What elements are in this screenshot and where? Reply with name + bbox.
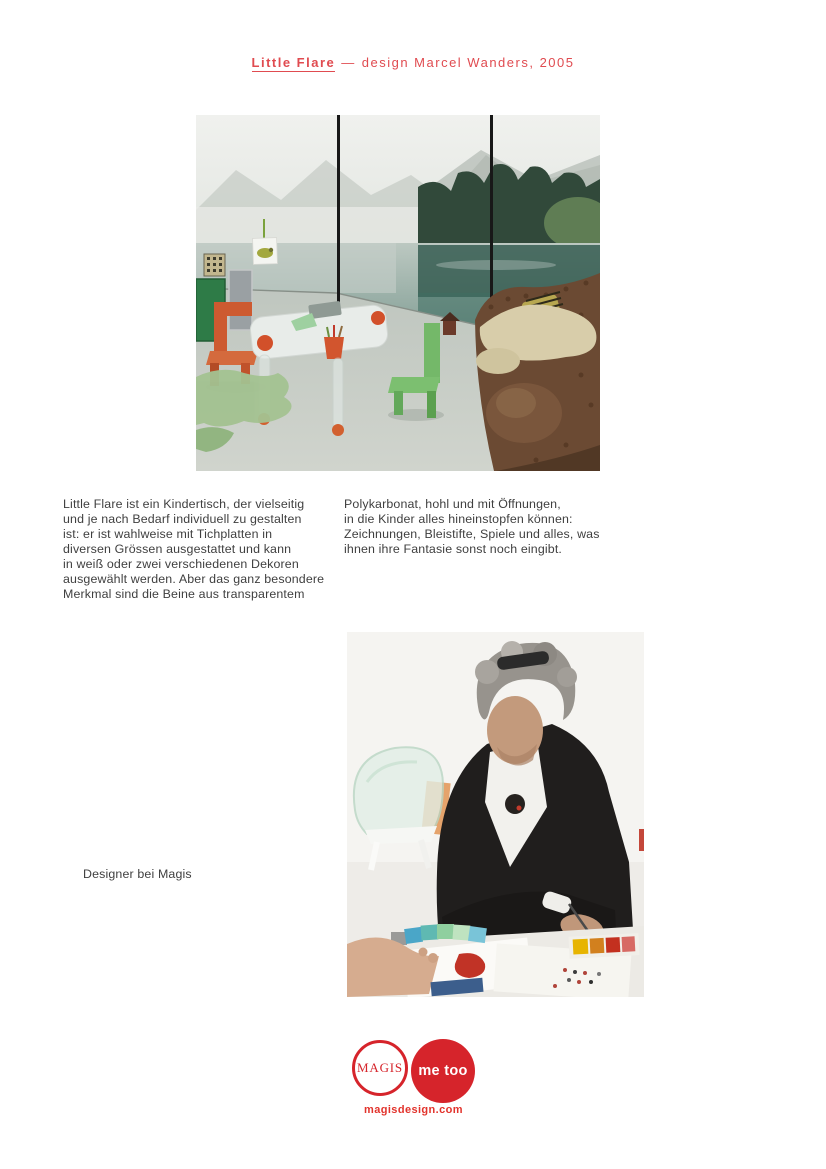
metoo-logo bbox=[411, 1039, 475, 1103]
hair-curl bbox=[475, 660, 499, 684]
text-line: Zeichnungen, Bleistifte, Spiele und alles, was bbox=[344, 527, 600, 541]
hero-photo bbox=[196, 115, 600, 471]
text-line: Little Flare ist ein Kindertisch, der vielseitig bbox=[63, 497, 305, 511]
intro-column-2 bbox=[344, 497, 644, 557]
red-chair-edge bbox=[639, 829, 644, 851]
mesh-panel bbox=[229, 270, 252, 330]
pegboard-panel bbox=[204, 254, 225, 276]
designer-credit: design Marcel Wanders, 2005 bbox=[361, 55, 575, 70]
face bbox=[487, 696, 543, 764]
metoo-logo-text: me too bbox=[418, 1063, 468, 1079]
swatch-card bbox=[568, 933, 639, 959]
text-line: Merkmal sind die Beine aus transparentem bbox=[63, 587, 305, 601]
text-line: ist: er ist wahlweise mit Tichplatten in bbox=[63, 527, 273, 541]
designer-photo bbox=[347, 632, 644, 997]
designer-caption: Designer bei Magis bbox=[83, 867, 192, 881]
text-line: ihnen ihre Fantasie sonst noch eingibt. bbox=[344, 542, 563, 556]
text-line: in die Kinder alles hineinstopfen können: bbox=[344, 512, 573, 526]
page-title bbox=[0, 55, 826, 70]
website-link[interactable]: magisdesign.com bbox=[364, 1104, 463, 1116]
text-line: ausgewählt werden. Aber das ganz besondere bbox=[63, 572, 325, 586]
toe bbox=[419, 948, 428, 957]
title-separator: — bbox=[341, 55, 356, 70]
water-streak bbox=[436, 260, 556, 270]
toe bbox=[428, 953, 438, 963]
intro-column-1 bbox=[63, 497, 348, 602]
lanyard-badge bbox=[505, 794, 525, 814]
chesterfield-sofa bbox=[475, 273, 600, 471]
text-line: diversen Grössen ausgestattet und kann bbox=[63, 542, 292, 556]
magis-logo-text: MAGIS bbox=[357, 1060, 403, 1075]
text-line: Polykarbonat, hohl und mit Öffnungen, bbox=[344, 497, 561, 511]
badge-dot bbox=[517, 806, 522, 811]
text-line: und je nach Bedarf individuell zu gestalten bbox=[63, 512, 302, 526]
product-name-link[interactable]: Little Flare bbox=[251, 55, 336, 70]
lake-left-light bbox=[196, 243, 396, 293]
hair-curl bbox=[557, 667, 577, 687]
text-line: in weiß oder zwei verschiedenen Dekoren bbox=[63, 557, 299, 571]
magis-logo bbox=[352, 1040, 408, 1096]
